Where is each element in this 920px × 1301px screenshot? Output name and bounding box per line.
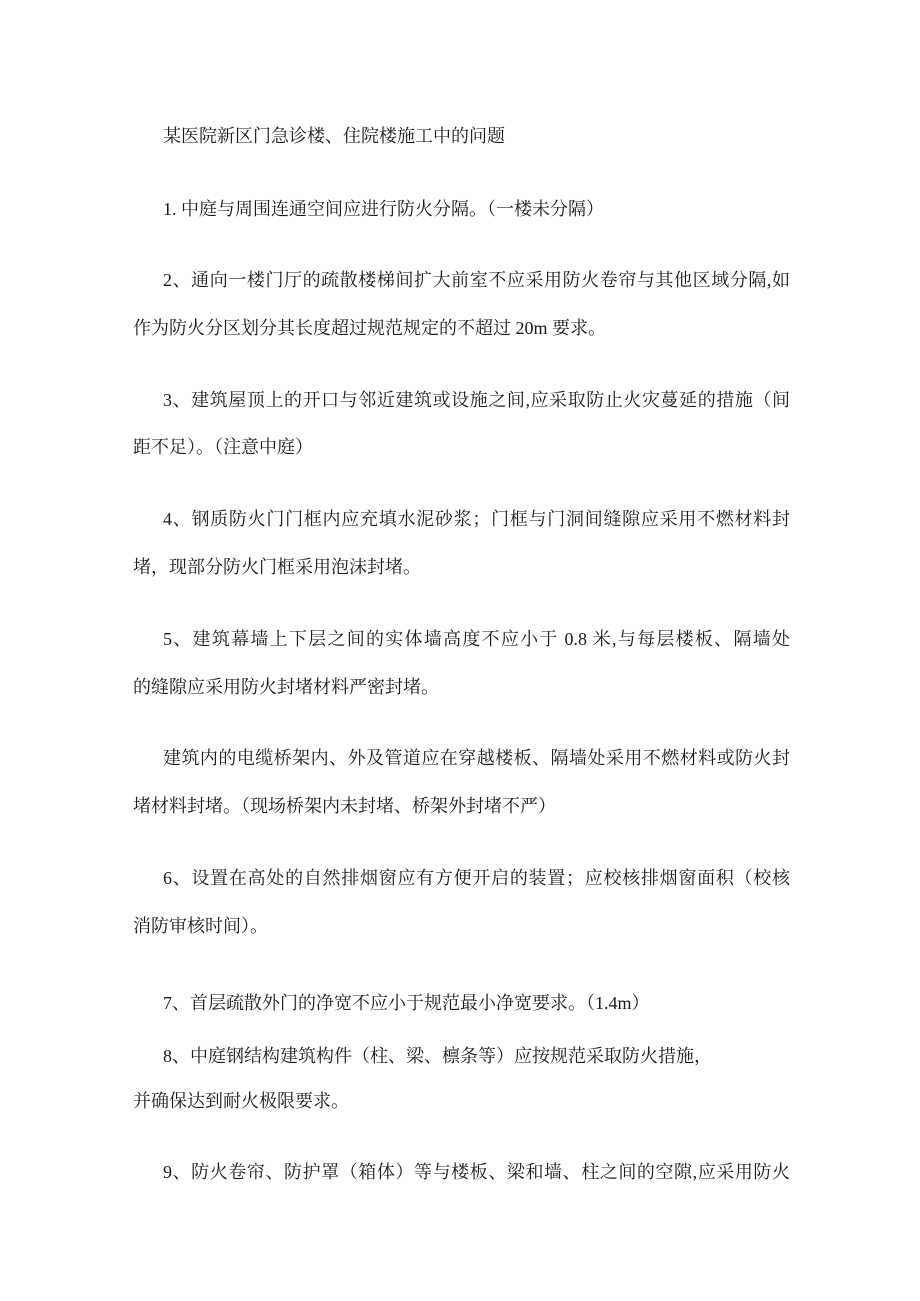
item-5-line-1: 5、建筑幕墙上下层之间的实体墙高度不应小于 0.8 米,与每层楼板、隔墙处 (163, 629, 790, 649)
item-1-line-1: 1. 中庭与周围连通空间应进行防火分隔。（一楼未分隔） (163, 199, 604, 219)
item-8-line-2: 并确保达到耐火极限要求。 (133, 1091, 349, 1111)
document-title: 某医院新区门急诊楼、住院楼施工中的问题 (163, 126, 505, 146)
item-9-line-1: 9、防火卷帘、防护罩（箱体）等与楼板、梁和墙、柱之间的空隙,应采用防火 (163, 1162, 790, 1182)
item-6-line-1: 6、设置在高处的自然排烟窗应有方便开启的装置；应校核排烟窗面积（校核 (163, 868, 790, 888)
item-3-line-1: 3、建筑屋顶上的开口与邻近建筑或设施之间,应采取防止火灾蔓延的措施（间 (163, 390, 790, 410)
cable-tray-line-2: 堵材料封堵。（现场桥架内未封堵、桥架外封堵不严） (133, 796, 556, 816)
cable-tray-line-1: 建筑内的电缆桥架内、外及管道应在穿越楼板、隔墙处采用不燃材料或防火封 (163, 748, 790, 768)
item-4-line-1: 4、钢质防火门门框内应充填水泥砂浆；门框与门洞间缝隙应采用不燃材料封 (163, 509, 790, 529)
item-8-line-1: 8、中庭钢结构建筑构件（柱、梁、檩条等）应按规范采取防火措施， (163, 1046, 712, 1066)
item-2-line-2: 作为防火分区划分其长度超过规范规定的不超过 20m 要求。 (133, 318, 606, 338)
item-3-line-2: 距不足）。（注意中庭） (133, 437, 313, 457)
item-2-line-1: 2、通向一楼门厅的疏散楼梯间扩大前室不应采用防火卷帘与其他区域分隔,如 (163, 270, 790, 290)
item-7-line-1: 7、首层疏散外门的净宽不应小于规范最小净宽要求。（1.4m） (163, 993, 650, 1013)
item-5-line-2: 的缝隙应采用防火封堵材料严密封堵。 (133, 677, 439, 697)
item-4-line-2: 堵，现部分防火门框采用泡沫封堵。 (133, 557, 421, 577)
item-6-line-2: 消防审核时间）。 (133, 916, 268, 936)
